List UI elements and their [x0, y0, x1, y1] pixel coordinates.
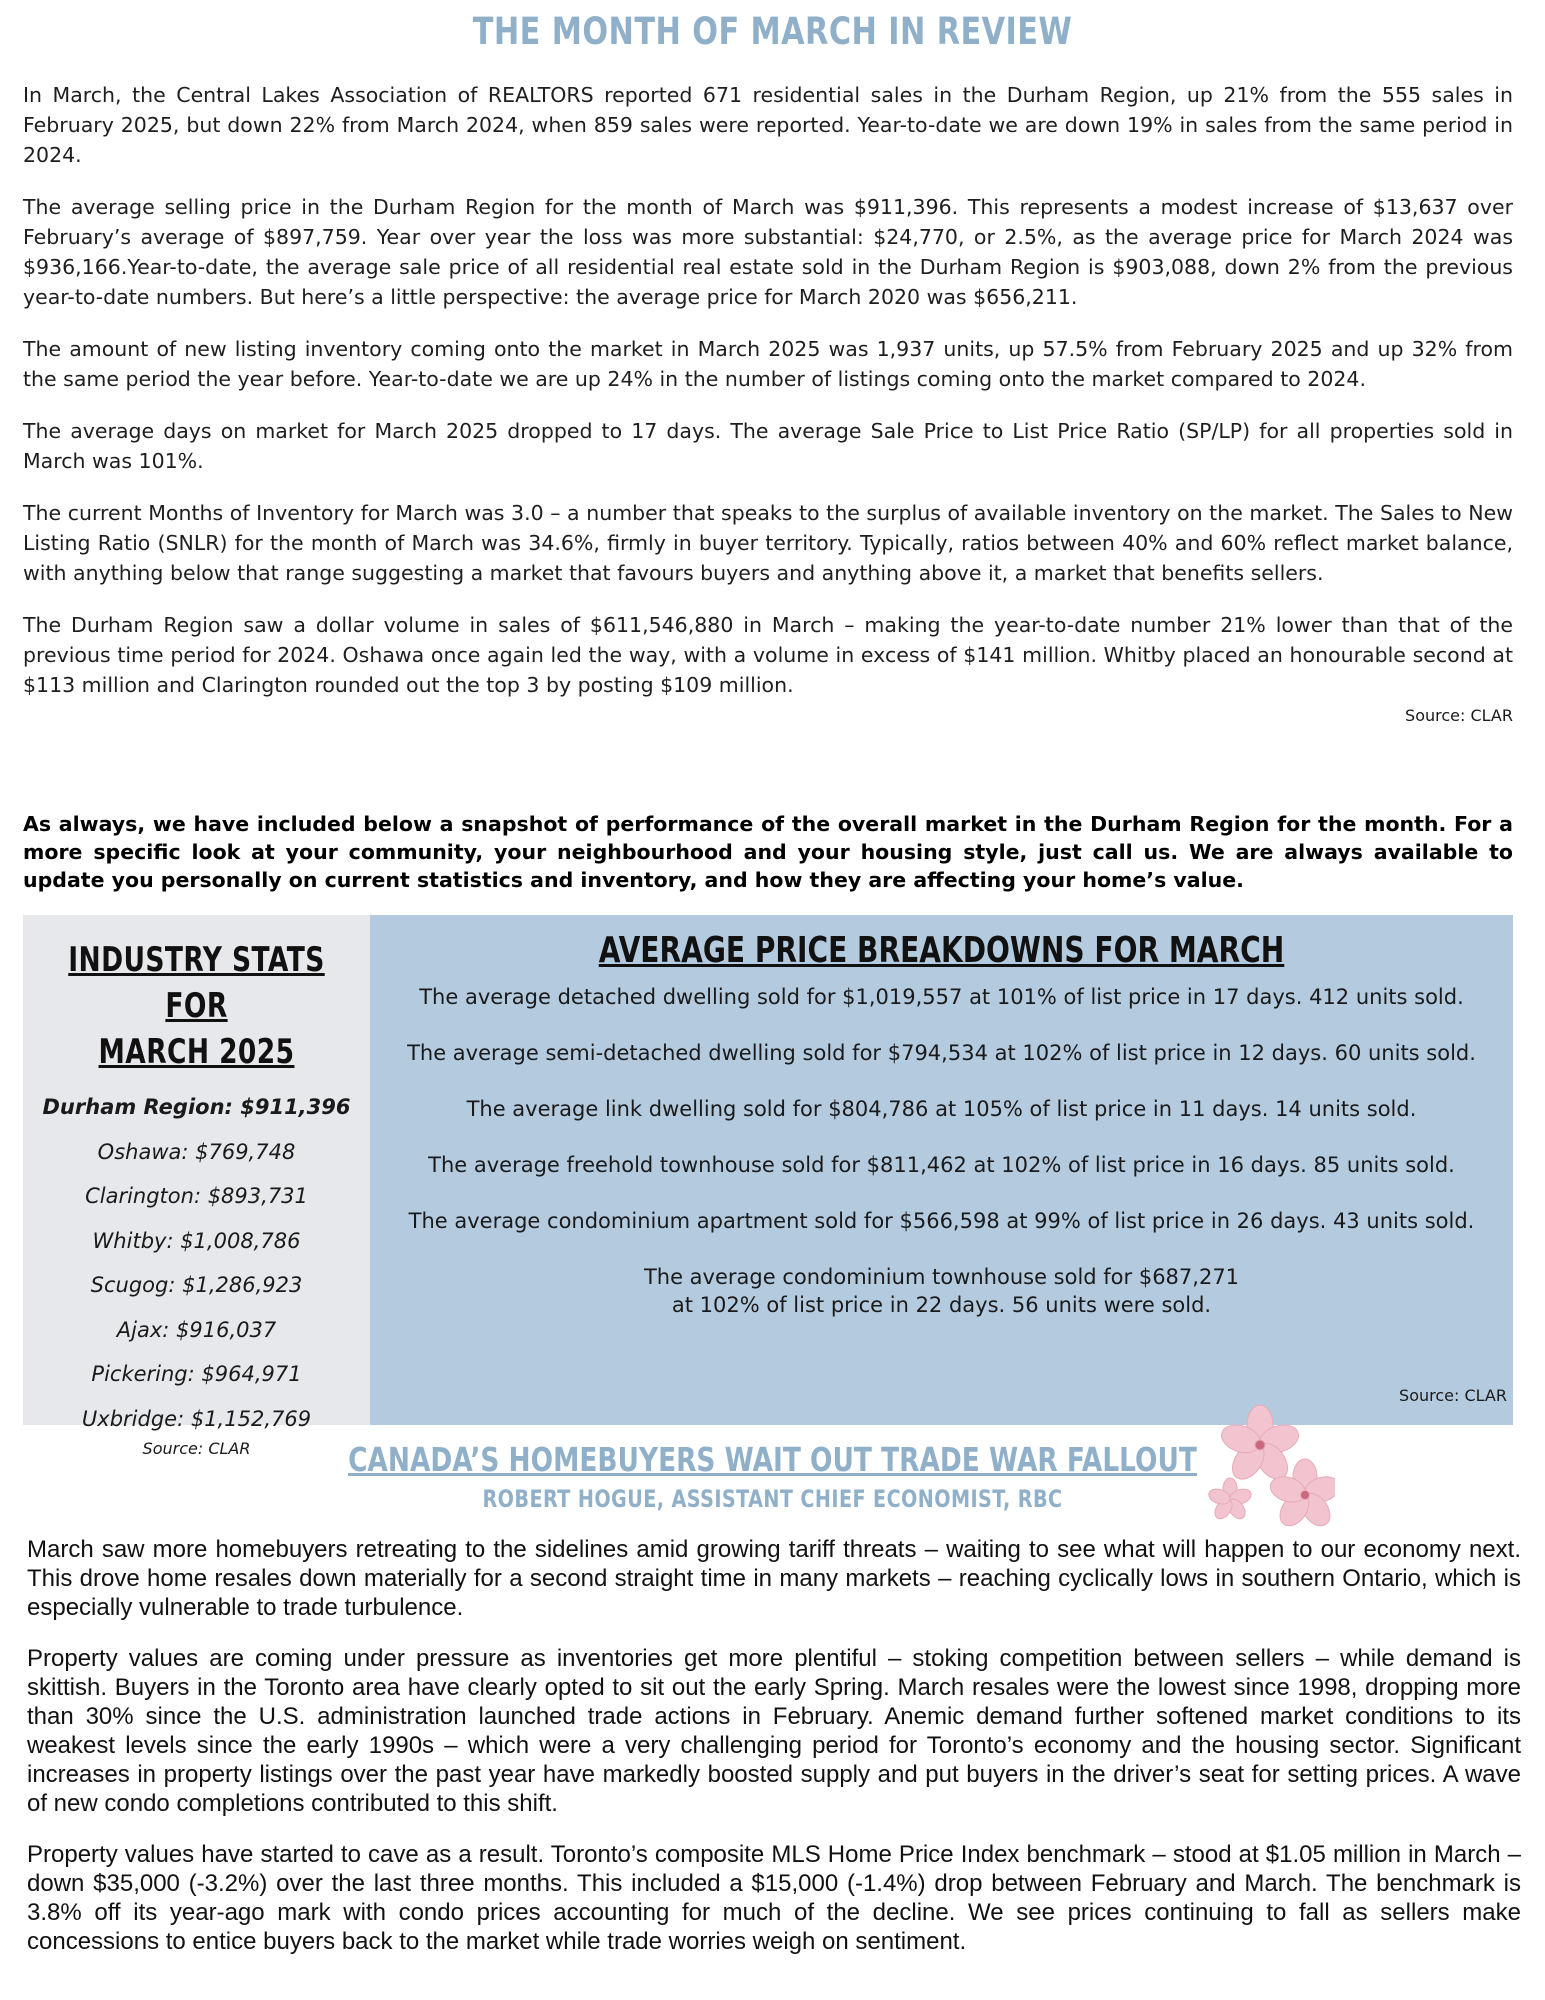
stat-item-ajax: Ajax: $916,037: [116, 1317, 277, 1342]
march-review-section: [23, 80, 1513, 725]
review-paragraph: The amount of new listing inventory coming onto the market in March 2025 was 1,937 units, up 57.5% from February 2025 and up 32% from the same period the year before. Year-to-date we are up 24% in the number of listings coming onto the market compared to 2024.: [23, 337, 1513, 391]
breakdown-condo-townhouse: The average condominium townhouse sold for $687,271 at 102% of list price in 22 days. 56 units were sold.: [643, 1265, 1240, 1317]
stat-item-whitby: Whitby: $1,008,786: [92, 1228, 301, 1253]
rbc-paragraph: Property values have started to cave as a result. Toronto’s composite MLS Home Price Index benchmark – stood at $1.05 million in March – down $35,000 (-3.2%) over the last three months. This included a $15,000 (-1.4%) drop between February and March. The benchmark is 3.8% off its year-ago mark with condo prices accounting for much of the decline. We see prices continuing to fall as sellers make concessions to entice buyers back to the market while trade worries weigh on sentiment.: [27, 1841, 1521, 1955]
review-paragraph: In March, the Central Lakes Association of REALTORS reported 671 residential sales in the Durham Region, up 21% from the 555 sales in February 2025, but down 22% from March 2024, when 859 sales were reported. Year-to-date we are down 19% in sales from the same period in 2024.: [23, 83, 1513, 167]
breakdown-condo-apartment: The average condominium apartment sold for $566,598 at 99% of list price in 26 days. 43 units sold.: [408, 1209, 1475, 1233]
stat-item-clarington: Clarington: $893,731: [85, 1184, 308, 1208]
breakdown-semi-detached: The average semi-detached dwelling sold for $794,534 at 102% of list price in 12 days. 60 units sold.: [407, 1041, 1476, 1065]
industry-stats-source: Source: CLAR: [142, 1439, 251, 1458]
price-breakdowns-list: [370, 983, 1513, 1319]
review-paragraph: The average selling price in the Durham Region for the month of March was $911,396. This represents a modest increase of $13,637 over February’s average of $897,759. Year over year the loss was more substantial: $24,770, or 2.5%, as the average price for March 2024 was $936,166.Year-to-date, the average sale price of all residential real estate sold in the Durham Region is $903,088, down 2% from the previous year-to-date numbers. But here’s a little perspective: the average price for March 2020 was $656,211.: [23, 195, 1513, 309]
industry-stats-heading: [61, 937, 332, 1075]
industry-stats-list: [23, 1085, 370, 1441]
stat-item-scugog: Scugog: $1,286,923: [90, 1273, 303, 1297]
rbc-article-body: [27, 1535, 1521, 1978]
rbc-paragraph: March saw more homebuyers retreating to the sidelines amid growing tariff threats – waiting to see what will happen to our economy next. This drove home resales down materially for a second straight time in many markets – reaching cyclically lows in southern Ontario, which is especially vulnerable to trade turbulence.: [27, 1536, 1521, 1621]
stat-item-pickering: Pickering: $964,971: [91, 1362, 302, 1386]
stat-item-oshawa: Oshawa: $769,748: [97, 1139, 296, 1164]
breakdown-link: The average link dwelling sold for $804,786 at 105% of list price in 11 days. 14 units sold.: [466, 1097, 1417, 1121]
stat-item-uxbridge: Uxbridge: $1,152,769: [81, 1406, 312, 1431]
rbc-article-title: CANADA’S HOMEBUYERS WAIT OUT TRADE WAR FALLOUT: [348, 1440, 1197, 1479]
rbc-article-author: ROBERT HOGUE, ASSISTANT CHIEF ECONOMIST, RBC: [482, 1485, 1063, 1513]
industry-stats-heading-line2: MARCH 2025: [98, 1032, 295, 1072]
review-source: Source: CLAR: [1405, 706, 1513, 725]
review-paragraph: The average days on market for March 2025 dropped to 17 days. The average Sale Price to List Price Ratio (SP/LP) for all properties sold in March was 101%.: [23, 419, 1513, 473]
breakdown-detached: The average detached dwelling sold for $1,019,557 at 101% of list price in 17 days. 412 units sold.: [419, 985, 1464, 1009]
review-paragraph: The current Months of Inventory for March was 3.0 – a number that speaks to the surplus of available inventory on the market. The Sales to New Listing Ratio (SNLR) for the month of March was 34.6%, firmly in buyer territory. Typically, ratios between 40% and 60% reflect market balance, with anything below that range suggesting a market that favours buyers and anything above it, a market that benefits sellers.: [23, 501, 1513, 585]
price-breakdowns-heading: AVERAGE PRICE BREAKDOWNS FOR MARCH: [598, 930, 1285, 971]
review-paragraph: The Durham Region saw a dollar volume in sales of $611,546,880 in March – making the year-to-date number 21% lower than that of the previous time period for 2024. Oshawa once again led the way, with a volume in excess of $141 million. Whitby placed an honourable second at $113 million and Clarington rounded out the top 3 by posting $109 million.: [23, 613, 1513, 697]
page-title: THE MONTH OF MARCH IN REVIEW: [472, 10, 1073, 53]
price-breakdowns-panel: [370, 915, 1513, 1425]
breakdown-freehold-townhouse: The average freehold townhouse sold for $811,462 at 102% of list price in 16 days. 85 units sold.: [428, 1153, 1455, 1177]
snapshot-note: As always, we have included below a snapshot of performance of the overall market in the Durham Region for the month. For a more specific look at your community, your neighbourhood and your housing style, just call us. We are always available to update you personally on current statistics and inventory, and how they are affecting your home’s value.: [23, 812, 1513, 892]
industry-stats-heading-line1: INDUSTRY STATS FOR: [68, 940, 325, 1026]
stat-item-durham: Durham Region: $911,396: [42, 1095, 351, 1119]
industry-stats-panel: [23, 915, 370, 1458]
rbc-paragraph: Property values are coming under pressure as inventories get more plentiful – stoking competition between sellers – while demand is skittish. Buyers in the Toronto area have clearly opted to sit out the early Spring. March resales were the lowest since 1998, dropping more than 30% since the U.S. administration launched trade actions in February. Anemic demand further softened market conditions to its weakest levels since the early 1990s – which were a very challenging period for Toronto’s economy and the housing sector. Significant increases in property listings over the past year have markedly boosted supply and put buyers in the driver’s seat for setting prices. A wave of new condo completions contributed to this shift.: [27, 1645, 1521, 1817]
price-breakdowns-source: Source: CLAR: [1399, 1386, 1507, 1405]
